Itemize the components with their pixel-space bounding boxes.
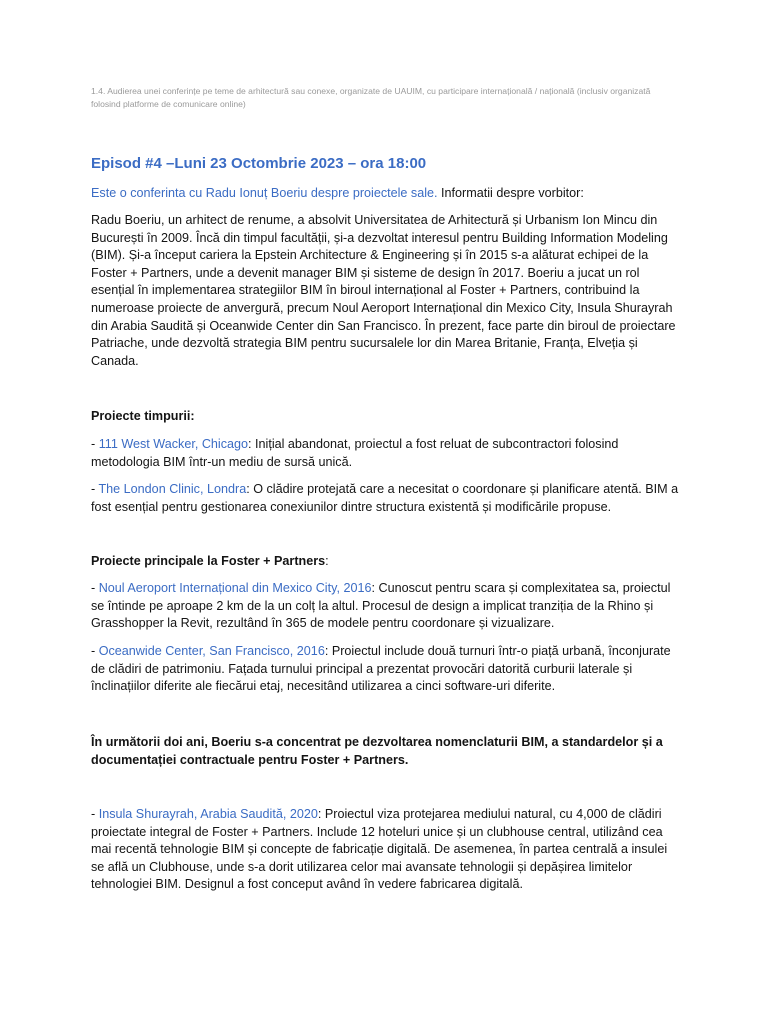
episode-title: Episod #4 –Luni 23 Octombrie 2023 – ora 18:00 — [91, 155, 427, 172]
main-projects-heading — [91, 553, 681, 571]
item-text: : Proiectul include două turnuri într-o piață urbană, înconjurate de clădiri de patrimoniu. Fațada turnului principal a prezentat provocări datorită curburii laterale și înclinațiilor diferite ale fiecărui etaj, necesitând utilizarea a cinci software-uri diferite. — [91, 644, 671, 694]
intro-paragraph — [91, 185, 681, 203]
item-text: : O clădire protejată care a necesitat o coordonare și planificare atentă. BIM a fost esențial pentru gestionarea conexiunilor dintre structura existentă și modificările propuse. — [91, 482, 679, 514]
early-projects-heading: Proiecte timpurii: — [91, 409, 195, 423]
project-link-london-clinic[interactable]: The London Clinic, Londra — [98, 482, 247, 496]
speaker-bio: Radu Boeriu, un arhitect de renume, a absolvit Universitatea de Arhitectură și Urbanism Ion Mincu din București în 2009. Încă din timpul facultății, și-a dezvoltat interesul pentru Building Information Modeling (BIM). Și-a început cariera la Epstein Architecture & Engineering și în 2015 s-a alăturat echipei de la Foster + Partners, unde a devenit manager BIM și sisteme de design în 2017. Boeriu a jucat un rol esențial în implementarea strategiilor BIM în biroul internațional al Foster + Partners, contribuind la numeroase proiecte de anvergură, precum Noul Aeroport Internațional din Mexico City, Insula Shurayrah din Arabia Saudită și Oceanwide Center din San Francisco. În prezent, face parte din biroul de proiectare Patriache, unde dezvoltă strategia BIM pentru sucursalele lor din Marea Britanie, Franța, Elveția și Canada. — [91, 213, 676, 368]
project-link-mexico-airport[interactable]: Noul Aeroport Internațional din Mexico City, 2016 — [98, 581, 372, 595]
intro-rest: Informatii despre vorbitor: — [437, 186, 584, 200]
item-text: : Inițial abandonat, proiectul a fost reluat de subcontractori folosind metodologia BIM într-un mediu de sursă unică. — [91, 437, 619, 469]
item-text: : Proiectul viza protejarea mediului natural, cu 4,000 de clădiri proiectate integral de Foster + Partners. Include 12 hoteluri unice și un clubhouse central, utilizând cea mai recentă tehnologie BIM și concepte de fabricație digitală. De asemenea, în partea centrală a insulei se află un Clubhouse, unde s-a dorit utilizarea celor mai avansate tehnologii și depășirea limitelor tehnologiei BIM. Designul a fost conceput având în vedere fabricarea digitală. — [91, 807, 668, 892]
item-prefix: - — [91, 482, 99, 496]
early-project-item — [91, 436, 681, 471]
project-link-oceanwide-center[interactable]: Oceanwide Center, San Francisco, 2016 — [98, 644, 325, 658]
item-prefix: - — [91, 807, 99, 821]
project-link-shurayrah[interactable]: Insula Shurayrah, Arabia Saudită, 2020 — [98, 807, 318, 821]
item-prefix: - — [91, 644, 99, 658]
item-text: : Cunoscut pentru scara și complexitatea sa, proiectul se întinde pe aproape 2 km de la un colț la altul. Procesul de design a implicat tranziția de la Rhino și Grasshopper la Revit, rezultând în 365 de modele pentru coordonare și vizualizare. — [91, 581, 671, 631]
main-heading-rest: : — [325, 554, 329, 568]
section-header: 1.4. Audierea unei conferințe pe teme de arhitectură sau conexe, organizate de UAUIM, cu participare internațională / națională (inclusiv organizată folosind platforme de comunicare online) — [91, 86, 651, 109]
main-project-item — [91, 643, 681, 696]
main-heading-bold: Proiecte principale la Foster + Partners — [91, 554, 326, 568]
item-prefix: - — [91, 437, 99, 451]
item-prefix: - — [91, 581, 99, 595]
intro-highlight: Este o conferinta cu Radu Ionuț Boeriu despre proiectele sale. — [91, 186, 438, 200]
main-project-item — [91, 580, 681, 633]
shurayrah-project-item — [91, 806, 681, 894]
project-link-111-west-wacker[interactable]: 111 West Wacker, Chicago — [98, 437, 249, 451]
early-project-item — [91, 481, 681, 516]
next-years-paragraph: În următorii doi ani, Boeriu s-a concentrat pe dezvoltarea nomenclaturii BIM, a standardelor și a documentației contractuale pentru Foster + Partners. — [91, 735, 663, 767]
